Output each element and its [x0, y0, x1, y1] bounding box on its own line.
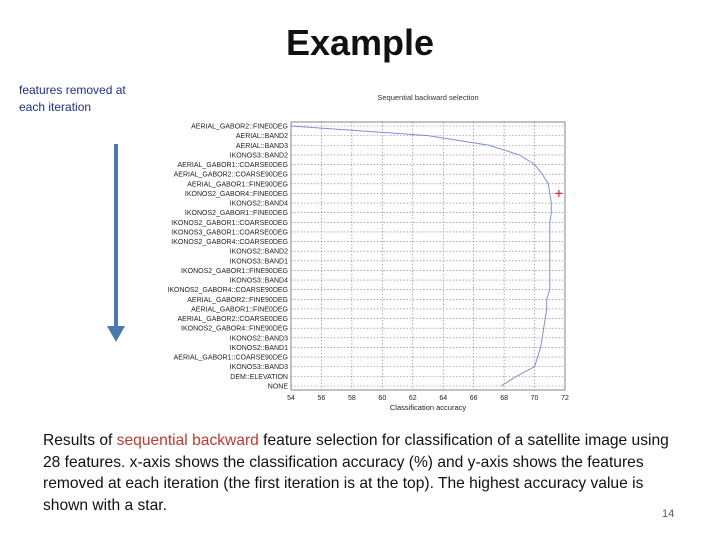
x-tick-label: 58	[347, 395, 356, 402]
chart-svg	[140, 88, 580, 418]
y-tick-label: IKONOS2_GABOR4::FINE0DEG	[184, 190, 288, 198]
y-tick-label: NONE	[267, 383, 288, 391]
caption-post: feature selection for classification of a satellite image using 28 features. x-axis shows the classification accuracy (%) and y-axis shows the features removed at each iteration (the first iteration is at the top). The highest accuracy value is shown with a star.	[43, 432, 669, 514]
slide-title: Example	[285, 22, 435, 63]
y-tick-label: AERIAL_GABOR1::COARSE90DEG	[173, 354, 288, 362]
x-tick-label: 62	[408, 395, 417, 402]
y-tick-label: IKONOS2::BAND2	[229, 248, 288, 256]
y-tick-label: IKONOS3::BAND1	[229, 258, 288, 266]
y-tick-label: IKONOS2::BAND4	[229, 200, 288, 208]
x-tick-label: 64	[439, 395, 448, 402]
caption-highlight: sequential backward	[116, 432, 259, 449]
x-axis-label: Classification accuracy	[389, 403, 467, 412]
y-tick-label: AERIAL_GABOR2::FINE90DEG	[187, 296, 288, 304]
y-tick-label: IKONOS3_GABOR1::COARSE0DEG	[171, 229, 288, 237]
plot-frame	[291, 122, 565, 390]
y-tick-label: AERIAL::BAND3	[235, 142, 288, 150]
y-tick-label: IKONOS2_GABOR1::COARSE0DEG	[171, 219, 288, 227]
y-tick-label: IKONOS2_GABOR1::FINE0DEG	[184, 210, 288, 218]
chart-title: Sequential backward selection	[377, 93, 479, 102]
x-tick-label: 56	[317, 395, 326, 402]
x-tick-label: 70	[530, 395, 539, 402]
y-tick-label: AERIAL_GABOR1::FINE90DEG	[187, 181, 288, 189]
chart	[140, 88, 580, 418]
y-tick-label: AERIAL_GABOR2::FINE0DEG	[191, 123, 288, 131]
y-tick-label: IKONOS2::BAND3	[229, 335, 288, 343]
y-tick-label: IKONOS2_GABOR4::COARSE90DEG	[167, 287, 288, 295]
caption	[43, 430, 683, 516]
x-tick-label: 68	[500, 395, 509, 402]
y-tick-label: IKONOS2_GABOR1::FINE90DEG	[181, 267, 288, 275]
y-tick-label: IKONOS2::BAND1	[229, 344, 288, 352]
x-tick-label: 54	[287, 395, 295, 402]
y-tick-label: IKONOS3::BAND3	[229, 364, 288, 372]
y-tick-label: IKONOS3::BAND4	[229, 277, 288, 285]
x-tick-label: 66	[469, 395, 478, 402]
y-tick-label: DEM::ELEVATION	[230, 373, 288, 381]
caption-pre: Results of	[43, 432, 117, 449]
y-tick-label: AERIAL_GABOR2::COARSE0DEG	[177, 316, 288, 324]
y-tick-label: IKONOS3::BAND2	[229, 152, 288, 160]
series-line	[291, 126, 551, 386]
y-tick-label: AERIAL_GABOR2::COARSE90DEG	[173, 171, 288, 179]
x-tick-label: 60	[378, 395, 387, 402]
side-note: features removed at each iteration	[19, 83, 126, 114]
y-tick-label: IKONOS2_GABOR4::COARSE0DEG	[171, 239, 288, 247]
x-tick-label: 72	[561, 395, 569, 402]
y-tick-label: AERIAL::BAND2	[235, 133, 288, 141]
y-tick-label: AERIAL_GABOR1::FINE0DEG	[191, 306, 288, 314]
page-number: 14	[662, 508, 675, 520]
down-arrow-icon	[103, 140, 129, 346]
y-tick-label: IKONOS2_GABOR4::FINE90DEG	[181, 325, 288, 333]
y-tick-label: AERIAL_GABOR1::COARSE0DEG	[177, 162, 288, 170]
